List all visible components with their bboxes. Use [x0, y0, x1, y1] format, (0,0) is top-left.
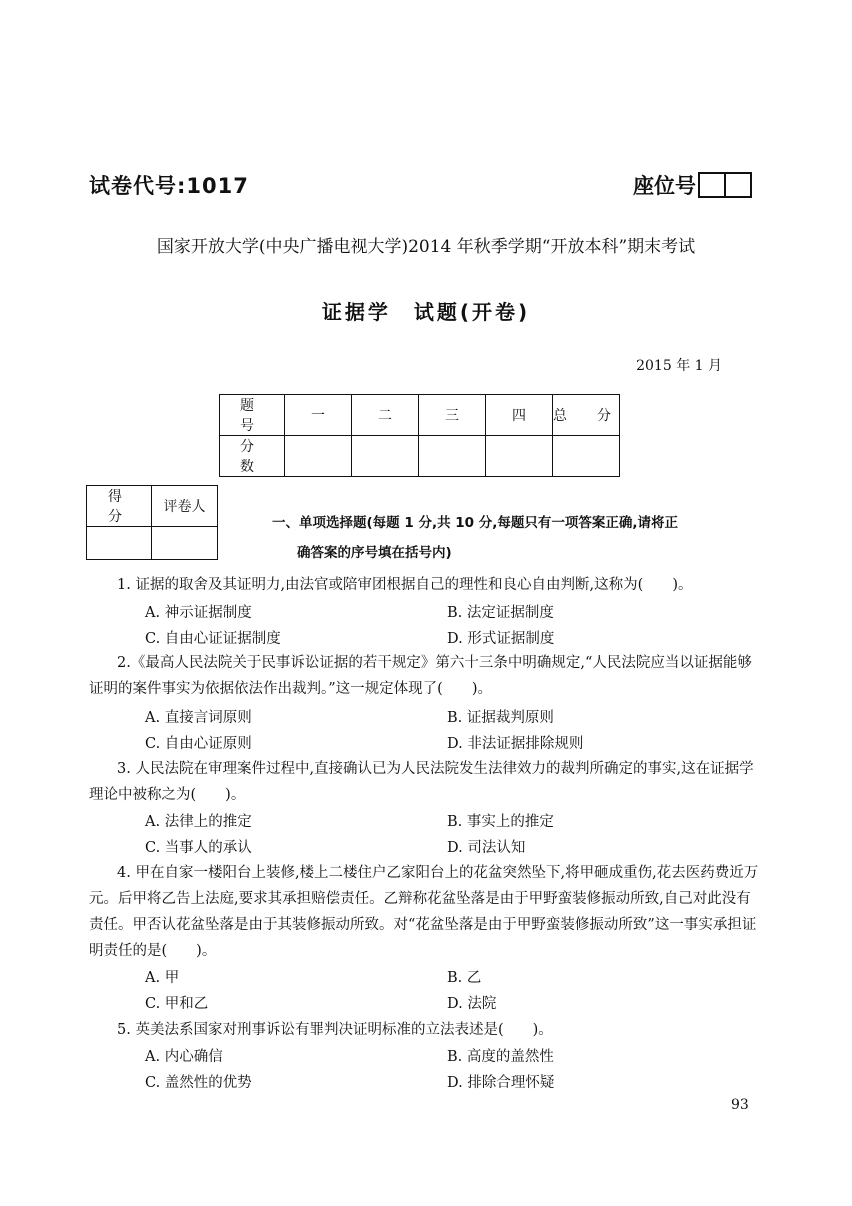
- question-option: B. 法定证据制度: [447, 605, 554, 621]
- question-option: B. 高度的盖然性: [447, 1049, 554, 1065]
- question-option: A. 神示证据制度: [145, 605, 252, 621]
- exam-title-line: 国家开放大学(中央广播电视大学)2014 年秋季学期“开放本科”期末考试: [156, 237, 696, 257]
- question-option: A. 甲: [145, 970, 180, 986]
- question-stem: 3. 人民法院在审理案件过程中,直接确认已为人民法院发生法律效力的裁判所确定的事实,这在证据学理论中被称之为( )。: [89, 761, 754, 803]
- score-row-label: 分 数: [220, 436, 285, 477]
- question-option: B. 证据裁判原则: [447, 710, 554, 726]
- grader-name-header: 评卷人: [152, 486, 218, 527]
- seat-label: 座位号: [633, 174, 696, 198]
- score-table-header: 三: [419, 395, 486, 436]
- paper-code: 试卷代号:1017: [89, 174, 249, 198]
- question-option: D. 形式证据制度: [447, 631, 555, 647]
- question-option: B. 乙: [447, 970, 482, 986]
- seat-number-boxes: [698, 172, 752, 198]
- seat-number: [633, 170, 752, 200]
- question-option: A. 内心确信: [145, 1049, 223, 1065]
- question-option: A. 法律上的推定: [145, 814, 252, 830]
- grader-score-cell: [87, 527, 152, 560]
- question-option: D. 司法认知: [447, 840, 526, 856]
- score-table: [219, 394, 620, 477]
- question-option: D. 排除合理怀疑: [447, 1075, 555, 1091]
- grader-score-header: 得 分: [87, 486, 152, 527]
- question-option: C. 盖然性的优势: [145, 1075, 252, 1091]
- score-table-header: 四: [486, 395, 553, 436]
- score-table-header: 二: [352, 395, 419, 436]
- grader-table: [86, 485, 218, 560]
- section-heading: [272, 508, 762, 568]
- score-cell: [419, 436, 486, 477]
- question-option: A. 直接言词原则: [145, 710, 252, 726]
- exam-date: 2015 年 1 月: [636, 358, 722, 374]
- question-stem: 1. 证据的取舍及其证明力,由法官或陪审团根据自己的理性和良心自由判断,这称为( )。: [117, 577, 693, 593]
- grader-name-cell: [152, 527, 218, 560]
- score-cell: [285, 436, 352, 477]
- question-stem: 5. 英美法系国家对刑事诉讼有罪判决证明标准的立法表述是( )。: [117, 1022, 553, 1038]
- score-cell: [352, 436, 419, 477]
- question-option: D. 非法证据排除规则: [447, 736, 584, 752]
- question-option: D. 法院: [447, 996, 497, 1012]
- section-heading-line2: 确答案的序号填在括号内): [297, 545, 452, 561]
- question-option: C. 自由心证原则: [145, 736, 252, 752]
- section-heading-line1: 一、单项选择题(每题 1 分,共 10 分,每题只有一项答案正确,请将正: [272, 515, 679, 531]
- question-option: C. 自由心证证据制度: [145, 631, 281, 647]
- score-cell: [553, 436, 620, 477]
- question-option: C. 甲和乙: [145, 996, 209, 1012]
- page-number: 93: [731, 1097, 749, 1113]
- question-option: B. 事实上的推定: [447, 814, 554, 830]
- question-stem: 2.《最高人民法院关于民事诉讼证据的若干规定》第六十三条中明确规定,“人民法院应当以证据能够证明的案件事实为依据依法作出裁判。”这一规定体现了( )。: [89, 655, 752, 697]
- question-stem: 4. 甲在自家一楼阳台上装修,楼上二楼住户乙家阳台上的花盆突然坠下,将甲砸成重伤,花去医药费近万元。后甲将乙告上法庭,要求其承担赔偿责任。乙辩称花盆坠落是由于甲野蛮装修振动所致,自己对此没有责任。甲否认花盆坠落是由于其装修振动所致。对“花盆坠落是由于甲野蛮装修振动所致”这一事实承担证明责任的是( )。: [89, 865, 759, 959]
- paper-title: 证据学 试题(开卷): [321, 300, 531, 324]
- score-table-header: 总 分: [553, 395, 620, 436]
- score-table-header: 题 号: [220, 395, 285, 436]
- question-option: C. 当事人的承认: [145, 840, 252, 856]
- score-cell: [486, 436, 553, 477]
- score-table-header: 一: [285, 395, 352, 436]
